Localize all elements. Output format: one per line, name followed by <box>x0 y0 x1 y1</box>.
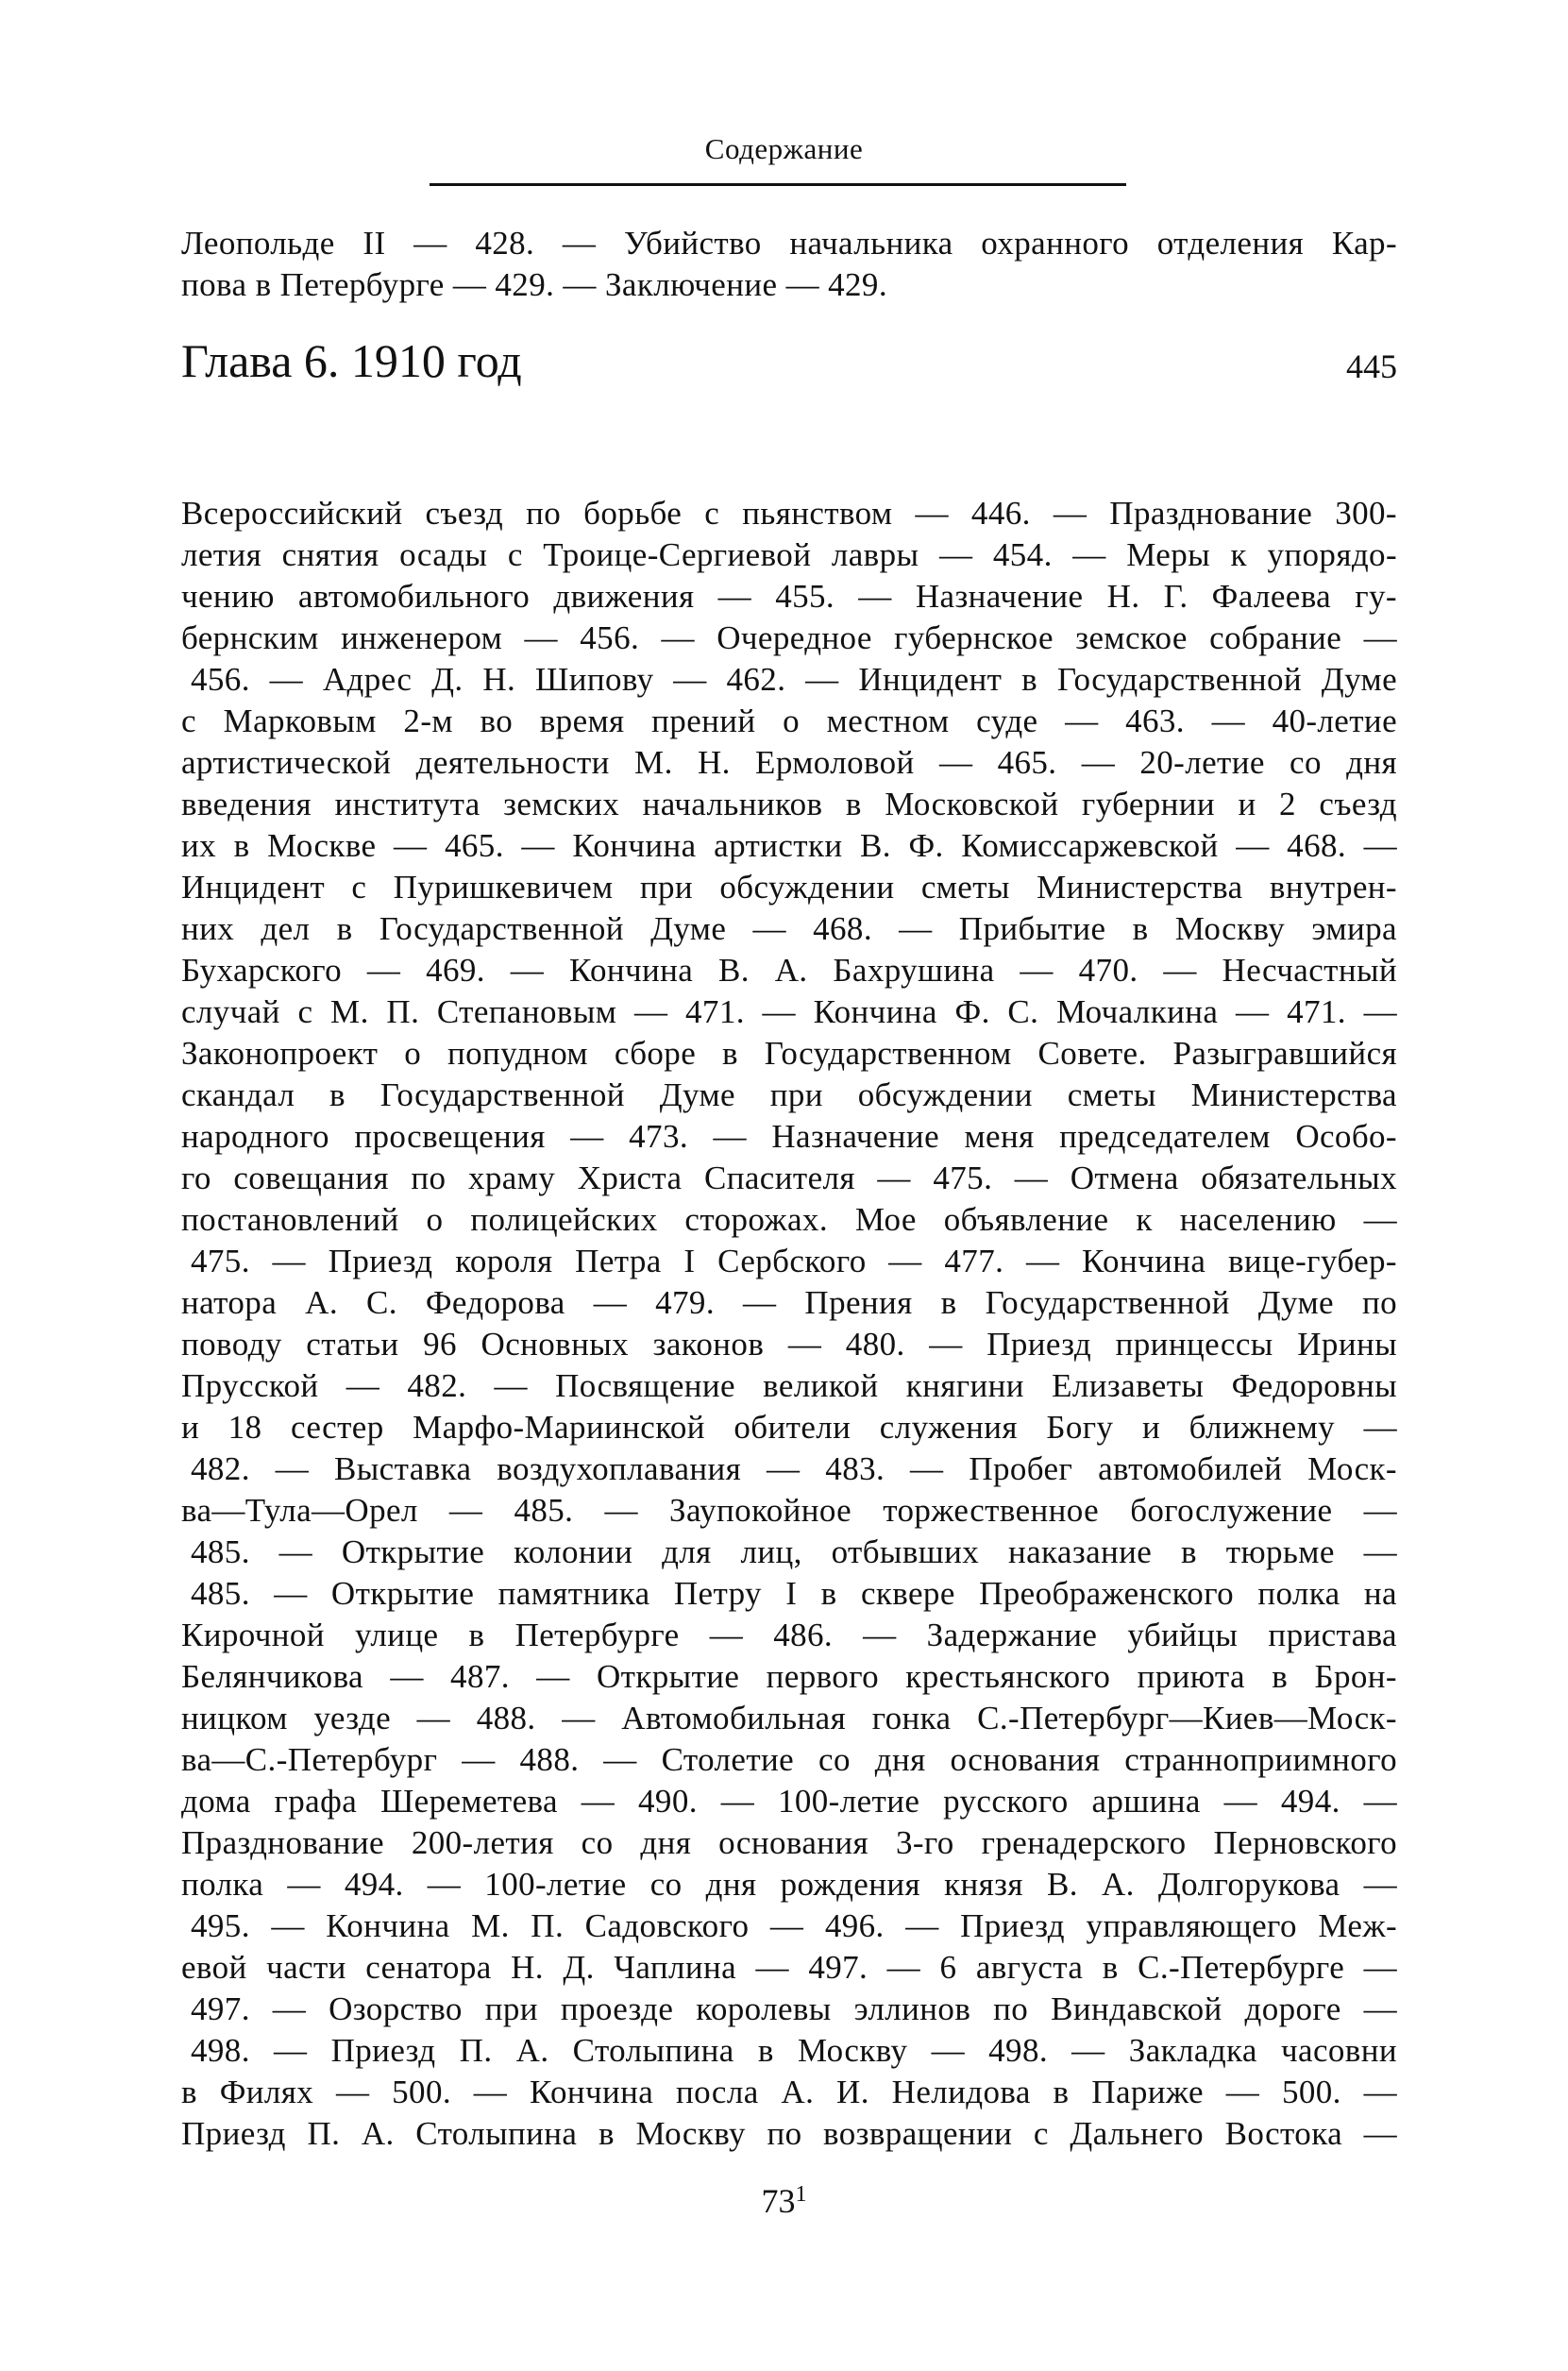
text-line: 495. — Кончина М. П. Садовского — 496. — Приезд управляющего Меж- <box>191 1907 1397 1944</box>
text-line: го совещания по храму Христа Спасителя — 475. — Отмена обязательных <box>181 1160 1397 1196</box>
text-line: поводу статьи 96 Основных законов — 480. — Приезд принцессы Ирины <box>181 1326 1397 1363</box>
running-head: Содержание <box>704 132 864 165</box>
text-line: их в Москве — 465. — Кончина артистки В. Ф. Комиссаржевской — 468. — <box>181 827 1397 864</box>
text-line: них дел в Государственной Думе — 468. — Прибытие в Москву эмира <box>181 910 1397 947</box>
chapter-page-number: 445 <box>1346 347 1397 385</box>
text-line: Приезд П. А. Столыпина в Москву по возвращении с Дальнего Востока — <box>181 2115 1397 2152</box>
text-line: натора А. С. Федорова — 479. — Прения в Государственной Думе по <box>181 1284 1397 1321</box>
text-line: летия снятия осады с Троице-Сергиевой лавры — 454. — Меры к упорядо- <box>181 536 1397 573</box>
text-line: евой части сенатора Н. Д. Чаплина — 497. — 6 августа в С.-Петербурге — <box>181 1949 1397 1986</box>
text-line: чению автомобильного движения — 455. — Назначение Н. Г. Фалеева гу- <box>181 578 1397 615</box>
text-line: Инцидент с Пуришкевичем при обсуждении сметы Министерства внутрен- <box>181 869 1397 906</box>
text-line: ницком уезде — 488. — Автомобильная гонка С.-Петербург—Киев—Моск- <box>181 1700 1397 1736</box>
text-line: 482. — Выставка воздухоплавания — 483. — Пробег автомобилей Моск- <box>191 1450 1397 1487</box>
text-line: Кирочной улице в Петербурге — 486. — Задержание убийцы пристава <box>181 1617 1397 1653</box>
text-line: Бухарского — 469. — Кончина В. А. Бахрушина — 470. — Несчастный <box>181 952 1397 989</box>
text-line: дома графа Шереметева — 490. — 100-летие русского аршина — 494. — <box>181 1783 1397 1820</box>
text-line: бернским инженером — 456. — Очередное губернское земское собрание — <box>181 619 1397 656</box>
text-line: Празднование 200-летия со дня основания 3-го гренадерского Перновского <box>181 1824 1397 1861</box>
text-line: Леопольде II — 428. — Убийство начальника охранного отделения Кар- <box>181 225 1397 262</box>
page-number-superscript: 1 <box>795 2182 807 2207</box>
page-number-main: 73 <box>761 2182 796 2220</box>
text-line: Прусской — 482. — Посвящение великой княгини Елизаветы Федоровны <box>181 1367 1397 1404</box>
text-line: полка — 494. — 100-летие со дня рождения князя В. А. Долгорукова — <box>181 1866 1397 1903</box>
header-rule <box>430 183 1126 186</box>
page-number <box>0 2181 1568 2221</box>
text-line: пова в Петербурге — 429. — Заключение — 429. <box>181 266 887 303</box>
text-line: Белянчикова — 487. — Открытие первого крестьянского приюта в Брон- <box>181 1658 1397 1695</box>
text-line: ва—С.-Петербург — 488. — Столетие со дня основания странноприимного <box>181 1741 1397 1778</box>
text-line: 456. — Адрес Д. Н. Шипову — 462. — Инцидент в Государственной Думе <box>191 661 1397 698</box>
text-line: в Филях — 500. — Кончина посла А. И. Нелидова в Париже — 500. — <box>181 2074 1397 2110</box>
text-line: случай с М. П. Степановым — 471. — Кончина Ф. С. Мочалкина — 471. — <box>181 993 1397 1030</box>
text-line: 498. — Приезд П. А. Столыпина в Москву — 498. — Закладка часовни <box>191 2032 1397 2069</box>
text-line: 497. — Озорство при проезде королевы эллинов по Виндавской дороге — <box>191 1990 1397 2027</box>
text-line: скандал в Государственной Думе при обсуждении сметы Министерства <box>181 1076 1397 1113</box>
text-line: и 18 сестер Марфо-Мариинской обители служения Богу и ближнему — <box>181 1409 1397 1446</box>
text-line: 485. — Открытие колонии для лиц, отбывших наказание в тюрьме — <box>191 1533 1397 1570</box>
chapter-title: Глава 6. 1910 год <box>181 334 522 387</box>
text-line: ва—Тула—Орел — 485. — Заупокойное торжественное богослужение — <box>181 1492 1397 1529</box>
text-line: 475. — Приезд короля Петра I Сербского — 477. — Кончина вице-губер- <box>191 1243 1397 1279</box>
text-line: артистической деятельности М. Н. Ермоловой — 465. — 20-летие со дня <box>181 744 1397 781</box>
text-line: народного просвещения — 473. — Назначение меня председателем Особо- <box>181 1118 1397 1155</box>
text-line: с Марковым 2-м во время прений о местном суде — 463. — 40-летие <box>181 703 1397 739</box>
text-line: Всероссийский съезд по борьбе с пьянством — 446. — Празднование 300- <box>181 495 1397 532</box>
text-line: Законопроект о попудном сборе в Государственном Совете. Разыгравшийся <box>181 1035 1397 1072</box>
continuation-paragraph <box>181 223 1397 306</box>
chapter-contents-paragraph <box>181 493 1397 2155</box>
text-line: введения института земских начальников в Московской губернии и 2 съезд <box>181 786 1397 822</box>
text-line: 485. — Открытие памятника Петру I в сквере Преображенского полка на <box>191 1575 1397 1612</box>
chapter-heading <box>181 332 1397 389</box>
text-line: постановлений о полицейских сторожах. Мое объявление к населению — <box>181 1201 1397 1238</box>
